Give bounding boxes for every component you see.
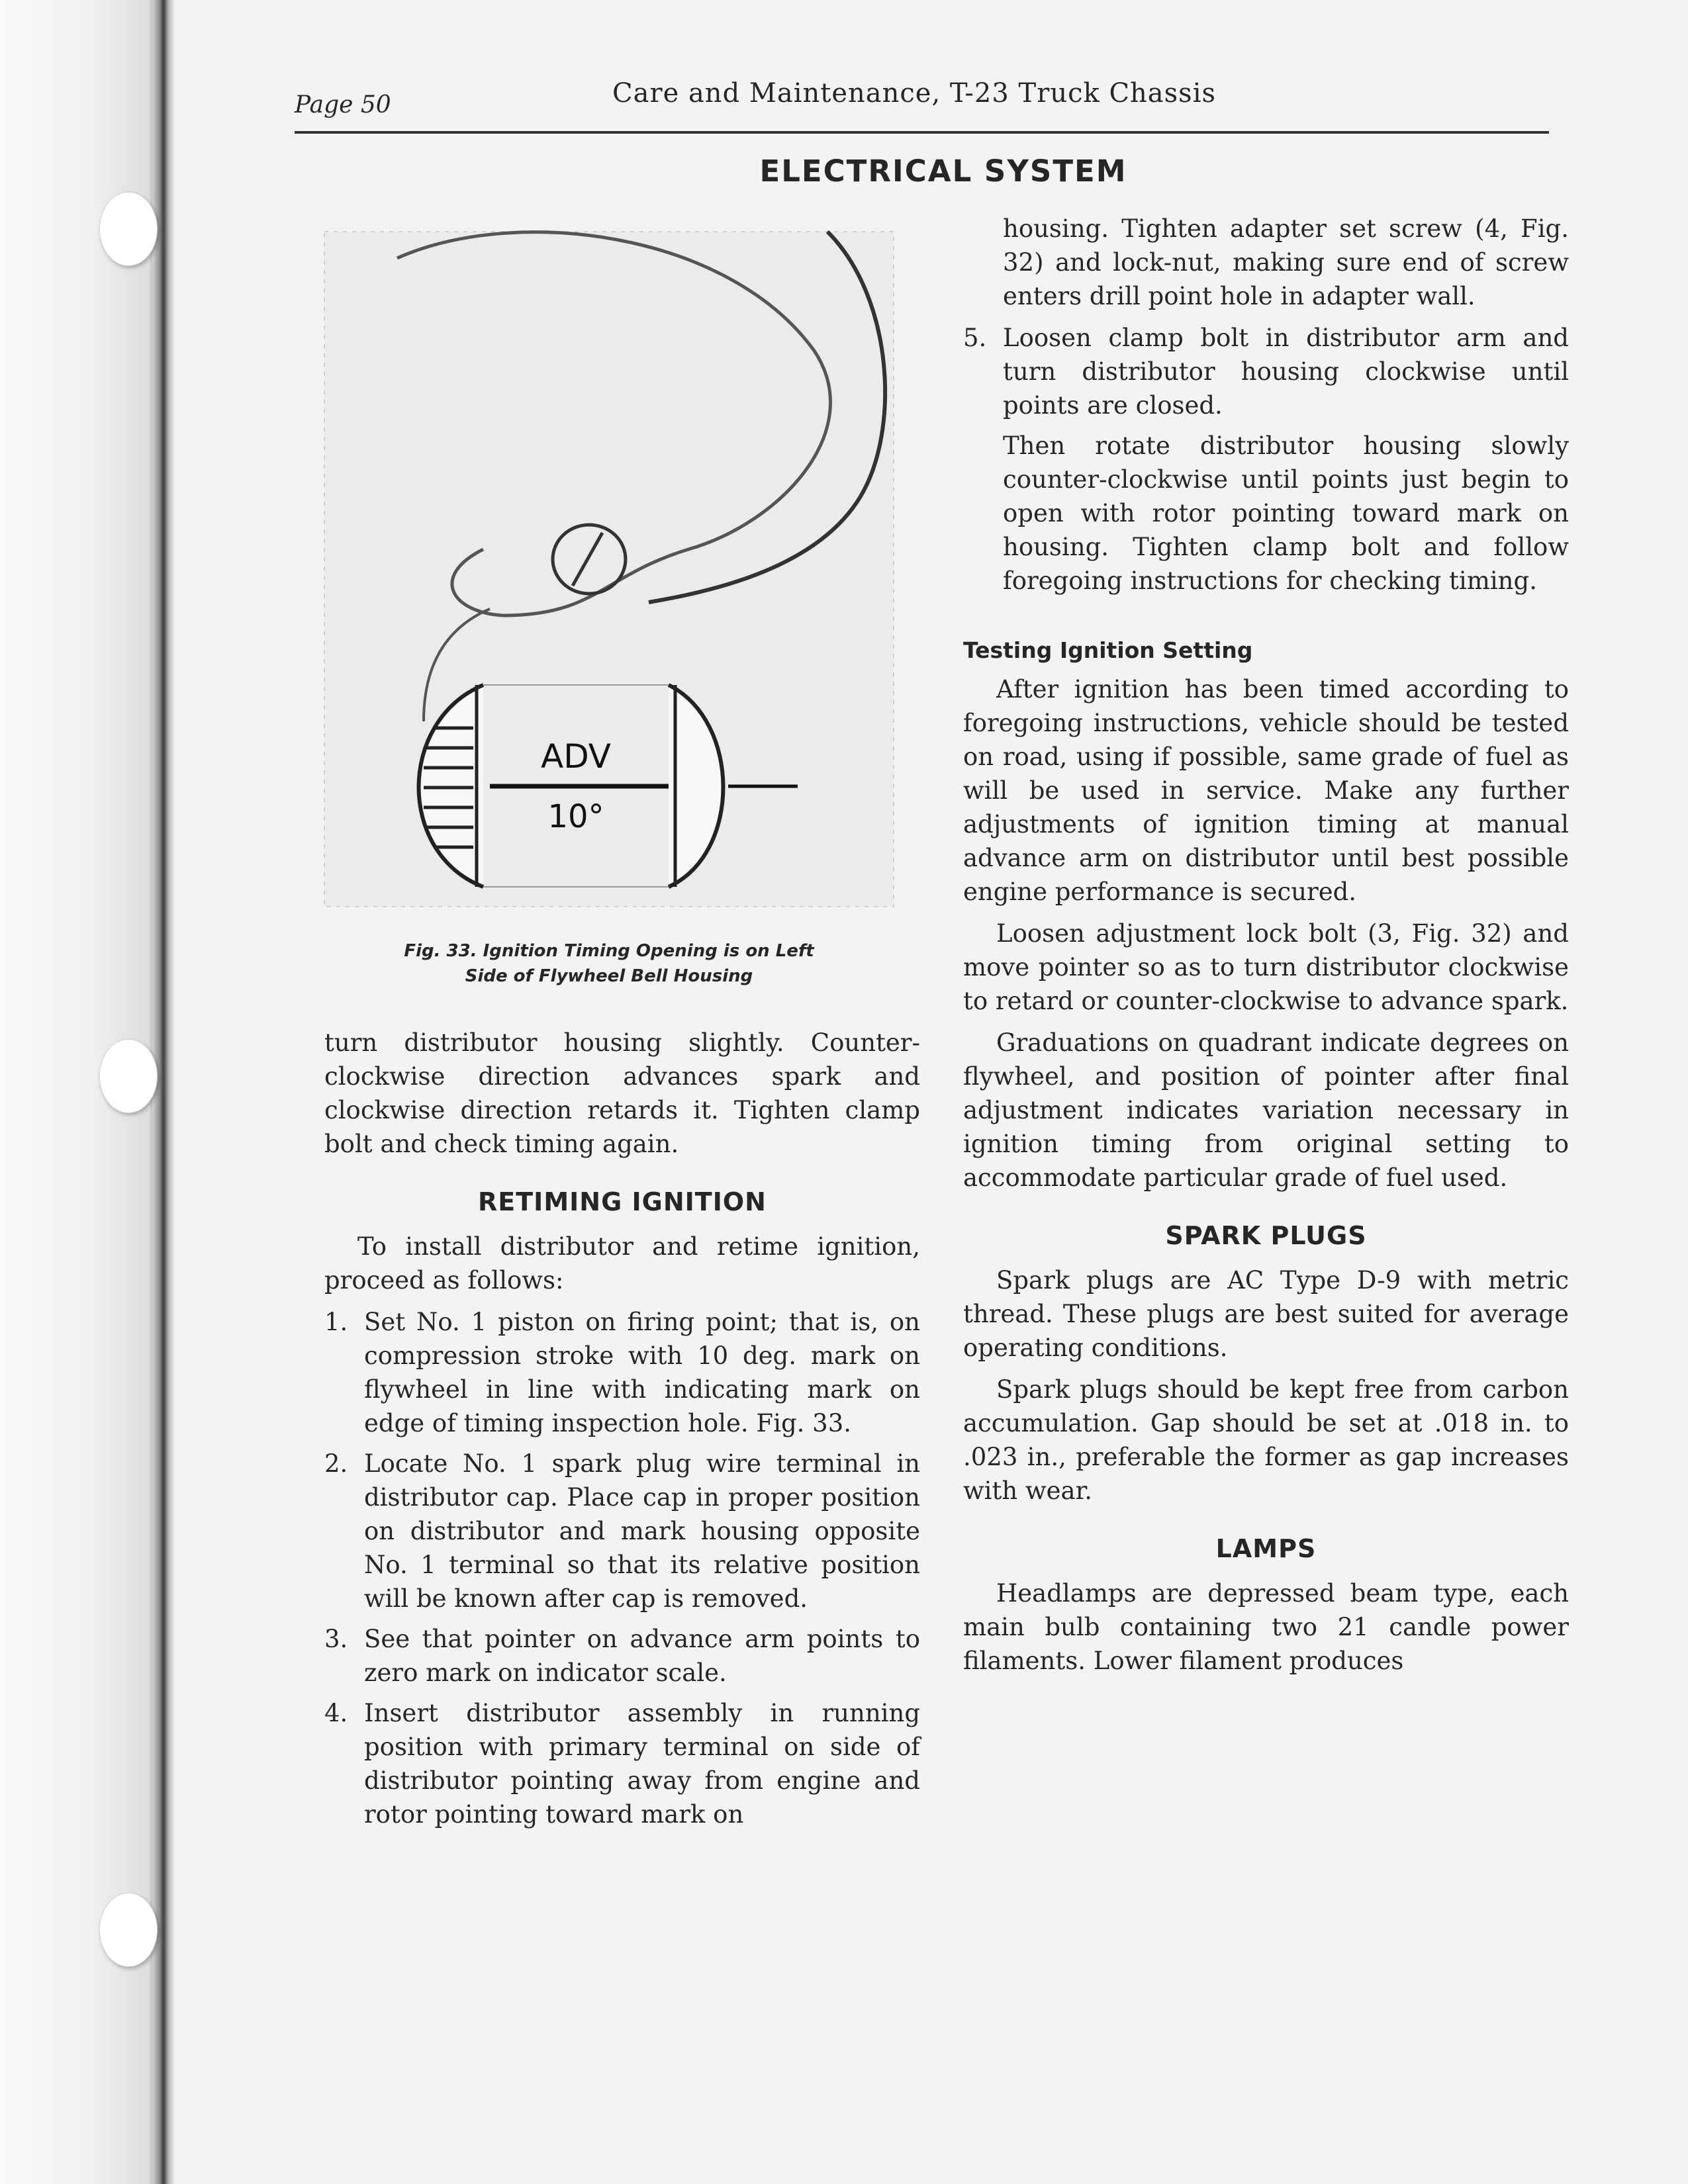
continued-paragraph: turn distributor housing slightly. Counter-clockwise direction advances spark and clockwise direction retards it. Tighten clamp bolt and check timing again.: [324, 1028, 920, 1158]
step-number: 3.: [324, 1625, 348, 1653]
punch-hole-middle: [99, 1039, 158, 1113]
step-text: Locate No. 1 spark plug wire terminal in distributor cap. Place cap in proper position on distributor and mark housing opposite No. 1 terminal so that its relative position will be known after cap is removed.: [364, 1449, 920, 1613]
step-2: [324, 1447, 920, 1615]
step-1: [324, 1305, 920, 1440]
running-title: Care and Maintenance, T-23 Truck Chassis: [612, 78, 1217, 109]
step-5: [963, 321, 1569, 422]
step-number: 1.: [324, 1308, 348, 1336]
step-3: [324, 1622, 920, 1690]
testing-ignition-heading: Testing Ignition Setting: [963, 637, 1253, 663]
lamps-paragraph-1: Headlamps are depressed beam type, each main bulb containing two 21 candle power filaments. Lower filament produces: [963, 1579, 1569, 1675]
spark-plugs-paragraph-1: Spark plugs are AC Type D-9 with metric thread. These plugs are best suited for average operating conditions.: [963, 1266, 1569, 1362]
page-header: [295, 71, 1549, 134]
step-text: Insert distributor assembly in running position with primary terminal on side of distributor pointing away from engine and rotor pointing toward mark on: [364, 1699, 920, 1829]
testing-paragraph-3: Graduations on quadrant indicate degrees on flywheel, and position of pointer after final adjustment indicates variation necessary in ignition timing from original setting to accommodate particular grade of fuel used.: [963, 1028, 1569, 1192]
left-column: [324, 1026, 920, 1838]
right-column: [963, 212, 1569, 1686]
step-number: 4.: [324, 1699, 348, 1727]
testing-paragraph-1: After ignition has been timed according to foregoing instructions, vehicle should be tested on road, using if possible, same grade of fuel as will be used in service. Make any further adjustments of ignition timing at manual advance arm on distributor until best possible engine performance is secured.: [963, 675, 1569, 906]
spark-plugs-paragraph-2: Spark plugs should be kept free from carbon accumulation. Gap should be set at .018 in. to .023 in., preferable the former as gap increases with wear.: [963, 1375, 1569, 1505]
caption-line-1: Fig. 33. Ignition Timing Opening is on Left: [404, 941, 814, 961]
retiming-ignition-heading: RETIMING IGNITION: [478, 1187, 767, 1216]
step-number: 2.: [324, 1449, 348, 1478]
punch-hole-bottom: [99, 1893, 158, 1967]
spark-plugs-heading: SPARK PLUGS: [1165, 1221, 1367, 1250]
testing-paragraph-2: Loosen adjustment lock bolt (3, Fig. 32) and move pointer so as to turn distributor clockwise to retard or counter-clockwise to advance spark.: [963, 919, 1569, 1015]
retiming-intro: To install distributor and retime ignition, proceed as follows:: [324, 1232, 920, 1295]
step-text: Loosen clamp bolt in distributor arm and turn distributor housing clockwise until points are closed.: [1003, 324, 1569, 420]
adv-label: ADV: [540, 737, 612, 776]
step-4: [324, 1696, 920, 1831]
figure-ignition-timing-opening: [318, 218, 900, 927]
lamps-heading: LAMPS: [1215, 1534, 1317, 1563]
section-title: ELECTRICAL SYSTEM: [759, 154, 1127, 189]
figure-caption: [311, 938, 907, 989]
step-number: 5.: [963, 324, 987, 352]
degree-label: 10°: [547, 798, 604, 835]
step-text: See that pointer on advance arm points to zero mark on indicator scale.: [364, 1625, 920, 1687]
step-text: Set No. 1 piston on firing point; that is, on compression stroke with 10 deg. mark on flywheel in line with indicating mark on edge of timing inspection hole. Fig. 33.: [364, 1308, 920, 1437]
timing-opening-drawing: [318, 218, 900, 927]
page-number: Page 50: [295, 91, 391, 118]
caption-line-2: Side of Flywheel Bell Housing: [465, 966, 753, 986]
step-4-continued: housing. Tighten adapter set screw (4, Fig. 32) and lock-nut, making sure end of screw enters drill point hole in adapter wall.: [1003, 214, 1569, 310]
punch-hole-top: [99, 192, 158, 266]
step-5-continued: Then rotate distributor housing slowly counter-clockwise until points just begin to open with rotor pointing toward mark on housing. Tighten clamp bolt and follow foregoing instructions for checking timing.: [1003, 432, 1569, 595]
